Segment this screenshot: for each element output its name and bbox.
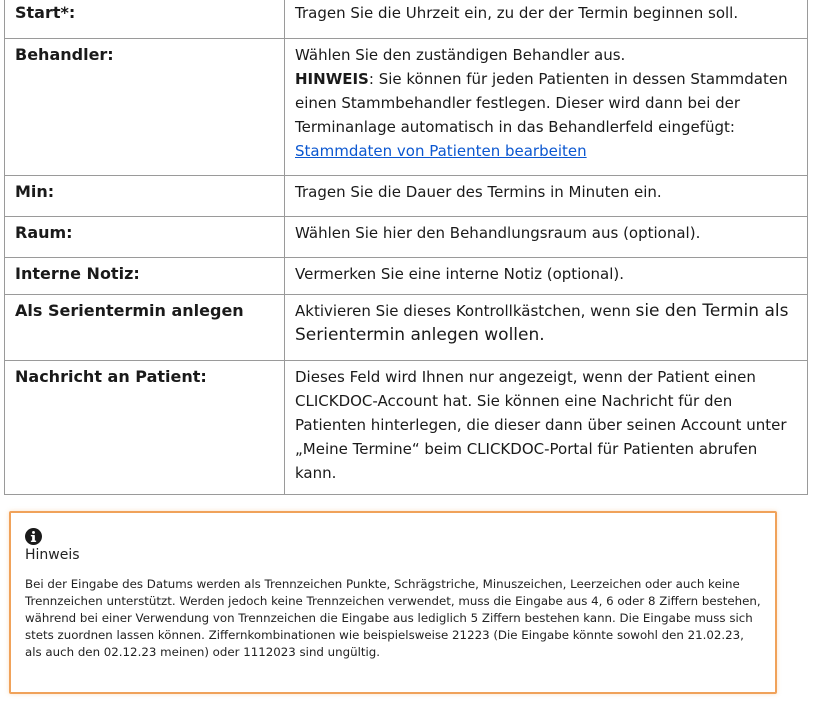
hint-box	[9, 511, 777, 694]
field-name: Nachricht an Patient:	[5, 360, 285, 494]
hint-text: : Sie können für jeden Patienten in dessen Stammdaten einen Stammbehandler festlegen. Dieser wird dann bei der Terminanlage automatisch in das Behandlerfeld eingefügt:	[295, 69, 788, 136]
table-row	[5, 38, 808, 175]
field-name: Raum:	[5, 216, 285, 257]
table-row	[5, 294, 808, 360]
field-description: Dieses Feld wird Ihnen nur angezeigt, wenn der Patient einen CLICKDOC-Account hat. Sie können eine Nachricht für den Patienten hinterlegen, die dieser dann über seinen Account unter „Meine Termine“ beim CLICKDOC-Portal für Patienten abrufen kann.	[285, 360, 808, 494]
field-name: Min:	[5, 175, 285, 216]
field-description	[285, 294, 808, 360]
field-description: Wählen Sie hier den Behandlungsraum aus (optional).	[285, 216, 808, 257]
table-row	[5, 0, 808, 38]
field-description-text-large: sie den Termin als Serientermin anlegen wollen.	[295, 300, 789, 345]
field-description: Tragen Sie die Dauer des Termins in Minuten ein.	[285, 175, 808, 216]
field-description-text: Wählen Sie den zuständigen Behandler aus.	[295, 45, 626, 64]
field-name: Als Serientermin anlegen	[5, 294, 285, 360]
field-name: Start*:	[5, 0, 285, 38]
table-row	[5, 175, 808, 216]
hint-text: Bei der Eingabe des Datums werden als Trennzeichen Punkte, Schrägstriche, Minuszeichen, Leerzeichen oder auch keine Trennzeichen unterstützt. Werden jedoch keine Trennzeichen verwendet, muss die Eingabe aus 4, 6 oder 8 Ziffern bestehen, während bei einer Verwendung von Trennzeichen die Eingabe aus lediglich 5 Ziffern bestehen kann. Die Eingabe muss sich stets zuordnen lassen können. Ziffernkombinationen wie beispielsweise 21223 (Die Eingabe könnte sowohl den 21.02.23, als auch den 02.12.23 meinen) oder 1112023 sind ungültig.	[25, 577, 761, 659]
hint-label: HINWEIS	[295, 69, 369, 88]
hint-title: Hinweis	[25, 547, 80, 563]
field-description	[285, 38, 808, 175]
field-description: Vermerken Sie eine interne Notiz (optional).	[285, 257, 808, 294]
field-name: Behandler:	[5, 38, 285, 175]
field-description-table	[4, 0, 808, 495]
field-name: Interne Notiz:	[5, 257, 285, 294]
table-row	[5, 360, 808, 494]
field-description-text: Aktivieren Sie dieses Kontrollkästchen, wenn	[295, 301, 636, 320]
table-row	[5, 257, 808, 294]
table-row	[5, 216, 808, 257]
info-icon	[25, 528, 42, 545]
stammdaten-link[interactable]: Stammdaten von Patienten bearbeiten	[295, 141, 587, 160]
field-description: Tragen Sie die Uhrzeit ein, zu der der Termin beginnen soll.	[285, 0, 808, 38]
